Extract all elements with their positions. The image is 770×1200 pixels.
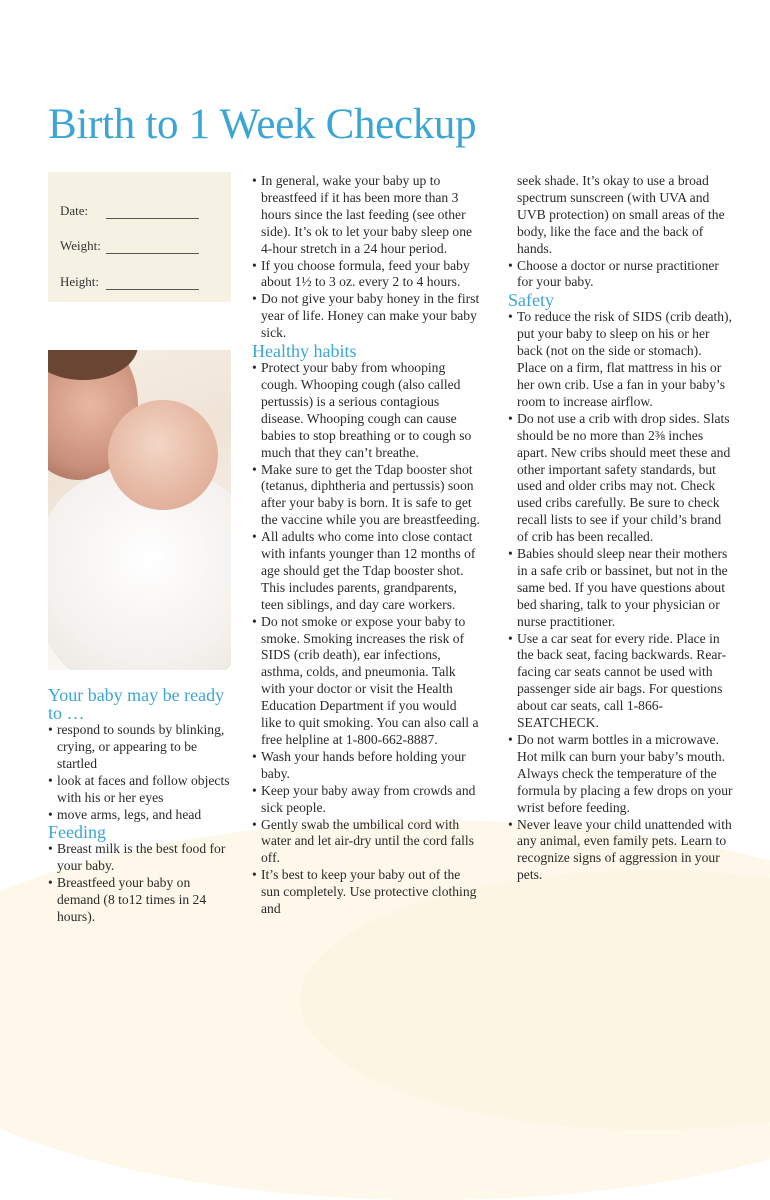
baby-face: [108, 400, 218, 510]
list-item: • Never leave your child unattended with any animal, even family pets. Learn to recognize signs of aggression in your pets.: [508, 817, 733, 885]
list-item: • To reduce the risk of SIDS (crib death), put your baby to sleep on his or her back (not on the side or stomach). Place on a firm, flat mattress in his or her own crib. Use a fan in your baby’s room to increase airflow.: [508, 309, 733, 410]
column-middle: [252, 173, 480, 918]
list-item: • Wash your hands before holding your baby.: [252, 749, 480, 783]
intro-list: [252, 173, 480, 342]
list-item: • Babies should sleep near their mothers in a safe crib or bassinet, but not in the same bed. If you have questions about bed sharing, talk to your physician or nurse practitioner.: [508, 546, 733, 631]
safety-list: [508, 309, 733, 884]
list-item: • look at faces and follow objects with his or her eyes: [48, 773, 233, 807]
healthy-habits-heading: Healthy habits: [252, 341, 357, 362]
checkup-form-box: [48, 172, 231, 302]
column-left: [48, 686, 233, 926]
list-item: • If you choose formula, feed your baby about 1½ to 3 oz. every 2 to 4 hours.: [252, 258, 480, 292]
list-item: • move arms, legs, and head: [48, 807, 233, 824]
list-item: • Choose a doctor or nurse practitioner for your baby.: [508, 258, 733, 292]
height-label: Height:: [60, 274, 99, 289]
list-item: • Keep your baby away from crowds and sick people.: [252, 783, 480, 817]
list-item: • Use a car seat for every ride. Place in the back seat, facing backwards. Rear-facing car seats cannot be used with passenger side air bags. For questions about car seats, call 1-866-SEATCHECK.: [508, 631, 733, 732]
page-title: Birth to 1 Week Checkup: [48, 101, 477, 148]
list-item: • Do not give your baby honey in the first year of life. Honey can make your baby sick.: [252, 291, 480, 342]
list-item: • respond to sounds by blinking, crying, or appearing to be startled: [48, 722, 233, 773]
date-field[interactable]: [106, 205, 199, 219]
continued-text: seek shade. It’s okay to use a broad spectrum sunscreen (with UVA and UVB protection) on small areas of the body, like the face and the back of hands.: [517, 173, 725, 256]
newborn-photo: [48, 350, 231, 670]
safety-heading: Safety: [508, 290, 554, 311]
list-item: • Do not warm bottles in a microwave. Hot milk can burn your baby’s mouth. Always check the temperature of the formula by placing a few drops on your wrist before feeding.: [508, 732, 733, 817]
feeding-list: [48, 841, 233, 926]
list-item: • All adults who come into close contact with infants younger than 12 months of age should get the Tdap booster shot. This includes parents, grandparents, teen siblings, and day care workers.: [252, 529, 480, 614]
list-item: • Breastfeed your baby on demand (8 to12 times in 24 hours).: [48, 875, 233, 926]
list-item: • Gently swab the umbilical cord with water and let air-dry until the cord falls off.: [252, 817, 480, 868]
list-item: • In general, wake your baby up to breastfeed if it has been more than 3 hours since the last feeding (see other side). It’s ok to let your baby sleep one 4-hour stretch in a 24 hour period.: [252, 173, 480, 258]
ready-heading: Your baby may be ready to …: [48, 685, 225, 723]
list-item: • Make sure to get the Tdap booster shot (tetanus, diphtheria and pertussis) soon after your baby is born. It is safe to get the vaccine while you are breastfeeding.: [252, 462, 480, 530]
date-label: Date:: [60, 203, 89, 218]
continued-list: [508, 258, 733, 292]
list-item: • Do not smoke or expose your baby to smoke. Smoking increases the risk of SIDS (crib death), ear infections, asthma, colds, and pneumonia. Talk with your doctor or visit the Health Education Department if you would like to quit smoking. You can also call a free helpline at 1-800-662-8887.: [252, 614, 480, 749]
weight-label: Weight:: [60, 238, 101, 253]
healthy-habits-list: [252, 360, 480, 918]
ready-list: [48, 722, 233, 823]
feeding-heading: Feeding: [48, 822, 106, 843]
height-field[interactable]: [106, 276, 199, 290]
list-item: • Do not use a crib with drop sides. Slats should be no more than 2⅜ inches apart. New cribs should meet these and other important safety standards, but used and older cribs may not. Check used cribs carefully. Be sure to check recall lists to see if your child’s brand of crib has been recalled.: [508, 411, 733, 546]
list-item: • Breast milk is the best food for your baby.: [48, 841, 233, 875]
list-item: • It’s best to keep your baby out of the sun completely. Use protective clothing and: [252, 867, 480, 918]
list-item: • Protect your baby from whooping cough. Whooping cough (also called pertussis) is a serious contagious disease. Whooping cough can cause babies to stop breathing or to cough so much that they can’t breathe.: [252, 360, 480, 461]
weight-field[interactable]: [106, 240, 199, 254]
column-right: [508, 173, 733, 884]
